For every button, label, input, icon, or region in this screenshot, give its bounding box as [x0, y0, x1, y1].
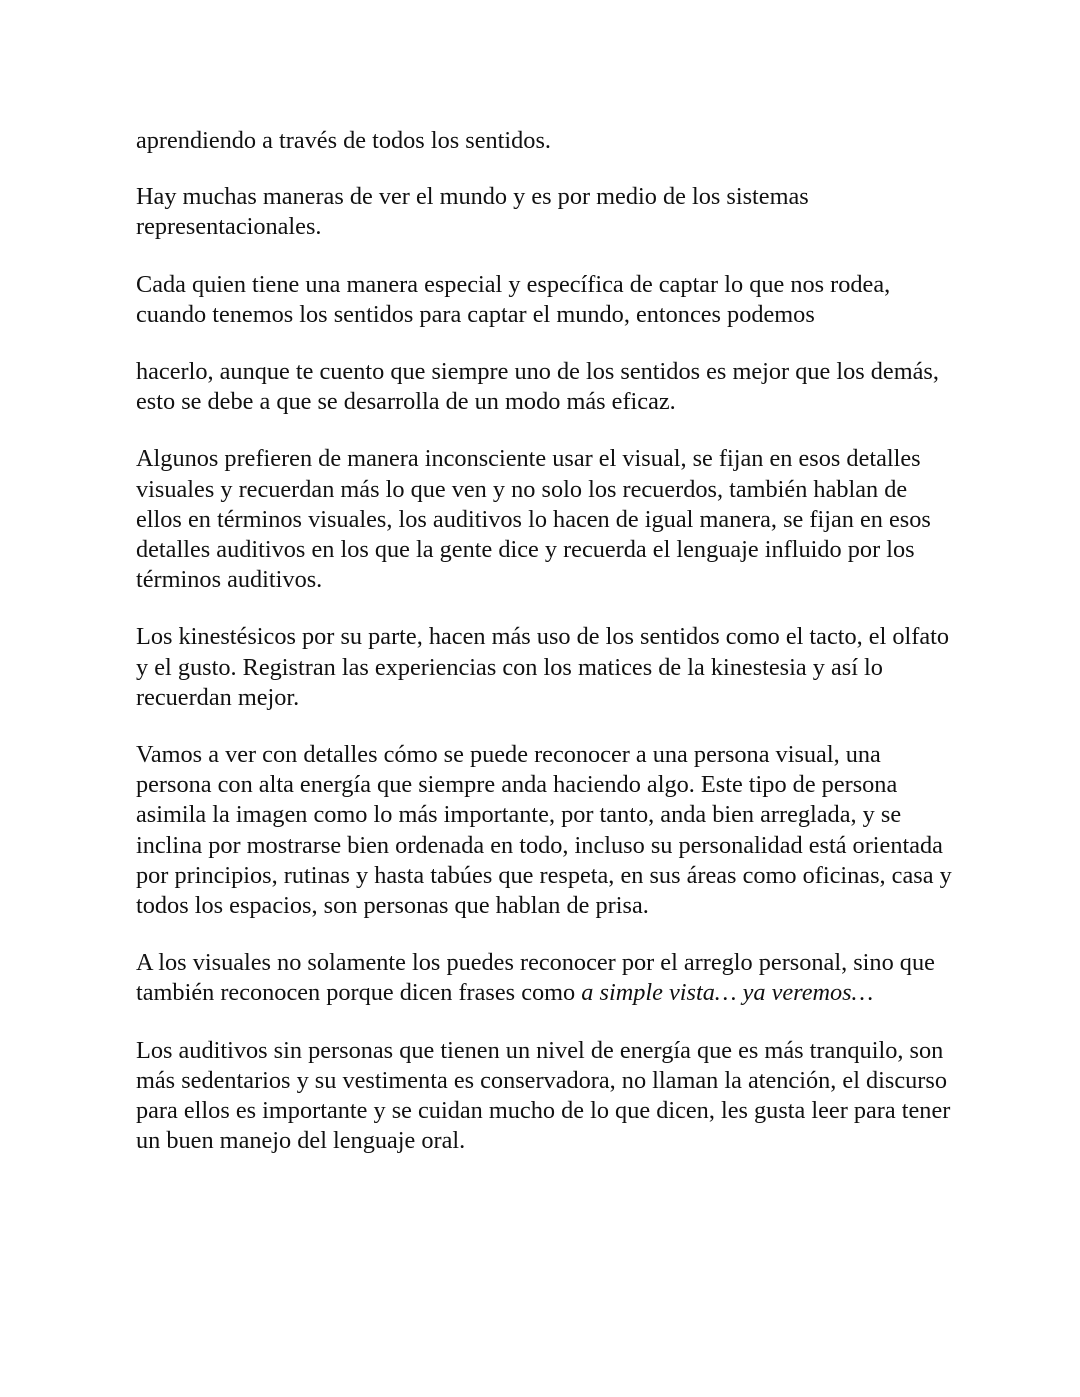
paragraph: hacerlo, aunque te cuento que siempre uno de los sentidos es mejor que los demás, esto se debe a que se desarrolla de un modo más eficaz.: [136, 358, 939, 416]
paragraph: Los kinestésicos por su parte, hacen más uso de los sentidos como el tacto, el olfato y el gusto. Registran las experiencias con los matices de la kinestesia y así lo recuerdan mejor.: [136, 623, 950, 711]
paragraph: [136, 948, 956, 1008]
paragraph: aprendiendo a través de todos los sentidos.: [136, 127, 551, 154]
paragraph: Algunos prefieren de manera inconsciente usar el visual, se fijan en esos detalles visuales y recuerdan más lo que ven y no solo los recuerdos, también hablan de ellos en términos visuales, los auditivos lo hacen de igual manera, se fijan en esos detalles auditivos en los que la gente dice y recuerda el lenguaje influido por los términos auditivos.: [136, 445, 931, 594]
paragraph: Los auditivos sin personas que tienen un nivel de energía que es más tranquilo, son más sedentarios y su vestimenta es conservadora, no llaman la atención, el discurso para ellos es importante y se cuidan mucho de lo que dicen, les gusta leer para tener un buen manejo del lenguaje oral.: [136, 1036, 951, 1155]
italic-phrase: a simple vista… ya veremos…: [581, 979, 874, 1007]
paragraph: Cada quien tiene una manera especial y específica de captar lo que nos rodea, cuando tenemos los sentidos para captar el mundo, entonces podemos: [136, 270, 891, 328]
paragraph: Hay muchas maneras de ver el mundo y es por medio de los sistemas representacionales.: [136, 183, 809, 241]
paragraph-text: A los visuales no solamente los puedes reconocer por el arreglo personal, sino que también reconocen porque dicen frases como: [136, 949, 935, 1007]
document-page: [136, 126, 956, 1183]
paragraph: Vamos a ver con detalles cómo se puede reconocer a una persona visual, una persona con alta energía que siempre anda haciendo algo. Este tipo de persona asimila la imagen como lo más importante, por tanto, anda bien arreglada, y se inclina por mostrarse bien ordenada en todo, incluso su personalidad está orientada por principios, rutinas y hasta tabúes que respeta, en sus áreas como oficinas, casa y todos los espacios, son personas que hablan de prisa.: [136, 741, 952, 920]
